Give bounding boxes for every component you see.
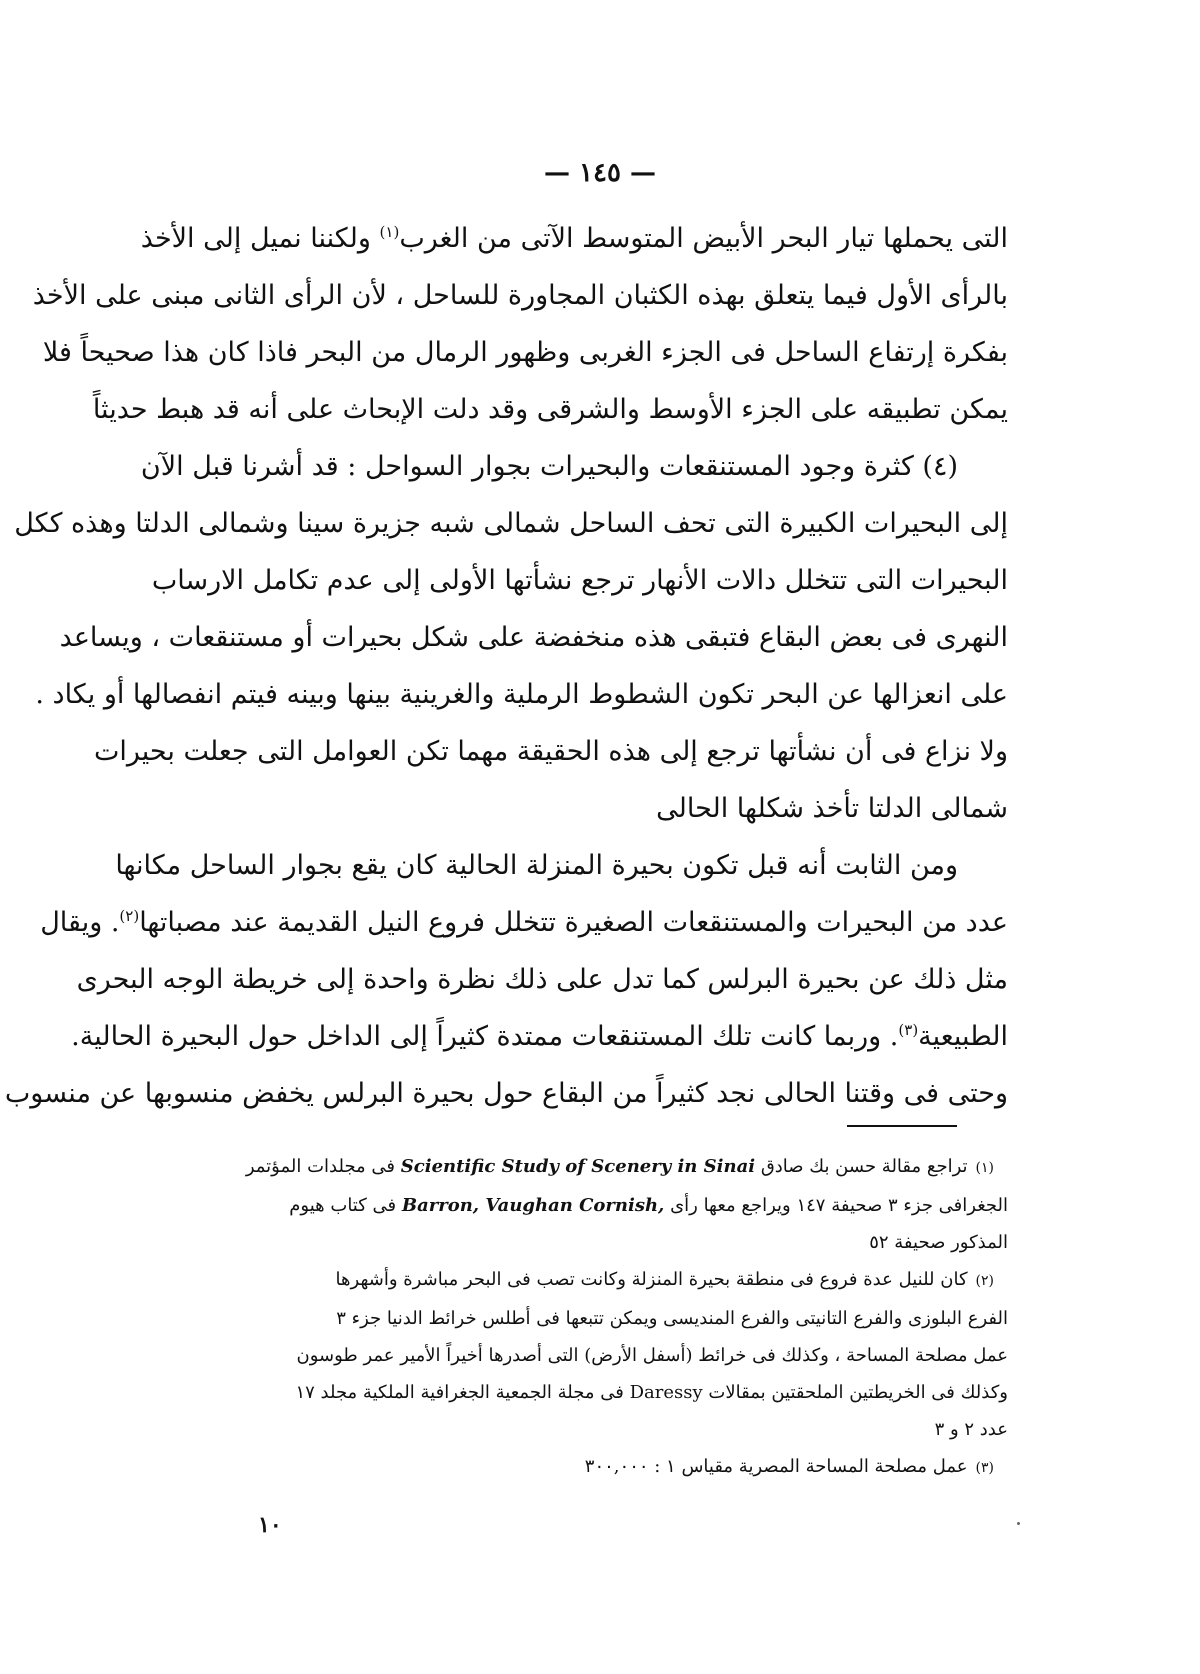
body-line-2: بالرأى الأول فيما يتعلق بهذه الكثبان المجاورة للساحل ، لأن الرأى الثانى مبنى على الأخذ <box>32 280 1008 311</box>
footnotes <box>213 1148 1008 1487</box>
footnote-separator <box>847 1125 957 1127</box>
body-line-8: النهرى فى بعض البقاع فتبقى هذه منخفضة على شكل بحيرات أو مستنقعات ، ويساعد <box>59 622 1008 653</box>
footnote-marker: (٢) <box>975 1273 994 1289</box>
footnote-2: (٢)كان للنيل عدة فروع فى منطقة بحيرة المنزلة وكانت تصب فى البحر مباشرة وأشهرها الفرع البلوزى والفرع التانيتى والفرع المنديسى ويمكن تتبعها فى أطلس خرائط الدنيا جزء ٣ عمل مصلحة المساحة ، وكذلك فى خرائط (أسفل الأرض) التى أصدرها أخيراً الأمير عمر طوسون وكذلك فى الخريطتين الملحقتين بمقالات Daressy فى مجلة الجمعية الجغرافية الملكية مجلد ١٧ عدد ٢ و ٣ <box>295 1269 1008 1440</box>
footnote-3: (٣)عمل مصلحة المساحة المصرية مقياس ١ : ٣٠٠,٠٠٠ <box>584 1456 994 1477</box>
body-line-7: البحيرات التى تتخلل دالات الأنهار ترجع نشأتها الأولى إلى عدم تكامل الارساب <box>151 565 1008 596</box>
footnote-marker: (١) <box>975 1160 994 1176</box>
speck <box>1017 1522 1020 1525</box>
footnote-ref-2: (٢) <box>119 907 140 925</box>
body-line-10: ولا نزاع فى أن نشأتها ترجع إلى هذه الحقيقة مهما تكن العوامل التى جعلت بحيرات <box>93 736 1008 767</box>
signature-number: ١٠ <box>258 1512 282 1538</box>
body-line-14: مثل ذلك عن بحيرة البرلس كما تدل على ذلك نظرة واحدة إلى خريطة الوجه البحرى <box>76 964 1008 995</box>
body-line-4: يمكن تطبيقه على الجزء الأوسط والشرقى وقد دلت الإبحاث على أنه قد هبط حديثاً <box>92 394 1008 425</box>
footnote-ref-1: (١) <box>379 223 400 241</box>
page-number: — ١٤٥ — <box>543 158 657 188</box>
body-line-1: التى يحملها تيار البحر الأبيض المتوسط الآتى من الغرب$^{(١)}$ ولكننا نميل إلى الأخذ <box>140 223 1008 254</box>
latin-authors: Barron, Vaughan Cornish, <box>401 1195 665 1216</box>
body-line-12: ومن الثابت أنه قبل تكون بحيرة المنزلة الحالية كان يقع بجوار الساحل مكانها <box>115 850 958 881</box>
body-line-16: وحتى فى وقتنا الحالى نجد كثيراً من البقاع حول بحيرة البرلس يخفض منسوبها عن منسوب <box>4 1078 1008 1109</box>
body-text <box>4 210 1008 1122</box>
body-line-6: إلى البحيرات الكبيرة التى تحف الساحل شمالى شبه جزيرة سينا وشمالى الدلتا وهذه ككل <box>14 508 1008 539</box>
footnote-1: (١)تراجع مقالة حسن بك صادق Scientific Study of Scenery in Sinai فى مجلدات المؤتمر الجغرافى جزء ٣ صحيفة ١٤٧ ويراجع معها رأى Barron, Vaughan Cornish, فى كتاب هيوم المذكور صحيفة ٥٢ <box>245 1156 1008 1253</box>
latin-title: Scientific Study of Scenery in Sinai <box>400 1156 756 1177</box>
body-line-13: عدد من البحيرات والمستنقعات الصغيرة تتخلل فروع النيل القديمة عند مصباتها$^{(٢)}$. ويقال <box>40 907 1008 938</box>
body-line-15: الطبيعية$^{(٣)}$. وربما كانت تلك المستنقعات ممتدة كثيراً إلى الداخل حول البحيرة الحالية. <box>71 1021 1008 1052</box>
latin-name: Daressy <box>629 1382 703 1403</box>
footnote-ref-3: (٣) <box>898 1021 919 1039</box>
body-line-9: على انعزالها عن البحر تكون الشطوط الرملية والغرينية بينها وبينه فيتم انفصالها أو يكاد . <box>35 679 1008 710</box>
body-line-5: (٤) كثرة وجود المستنقعات والبحيرات بجوار السواحل : قد أشرنا قبل الآن <box>140 451 958 482</box>
body-line-3: بفكرة إرتفاع الساحل فى الجزء الغربى وظهور الرمال من البحر فاذا كان هذا صحيحاً فلا <box>42 337 1008 368</box>
body-line-11: شمالى الدلتا تأخذ شكلها الحالى <box>656 793 1008 824</box>
footnote-marker: (٣) <box>975 1460 994 1476</box>
